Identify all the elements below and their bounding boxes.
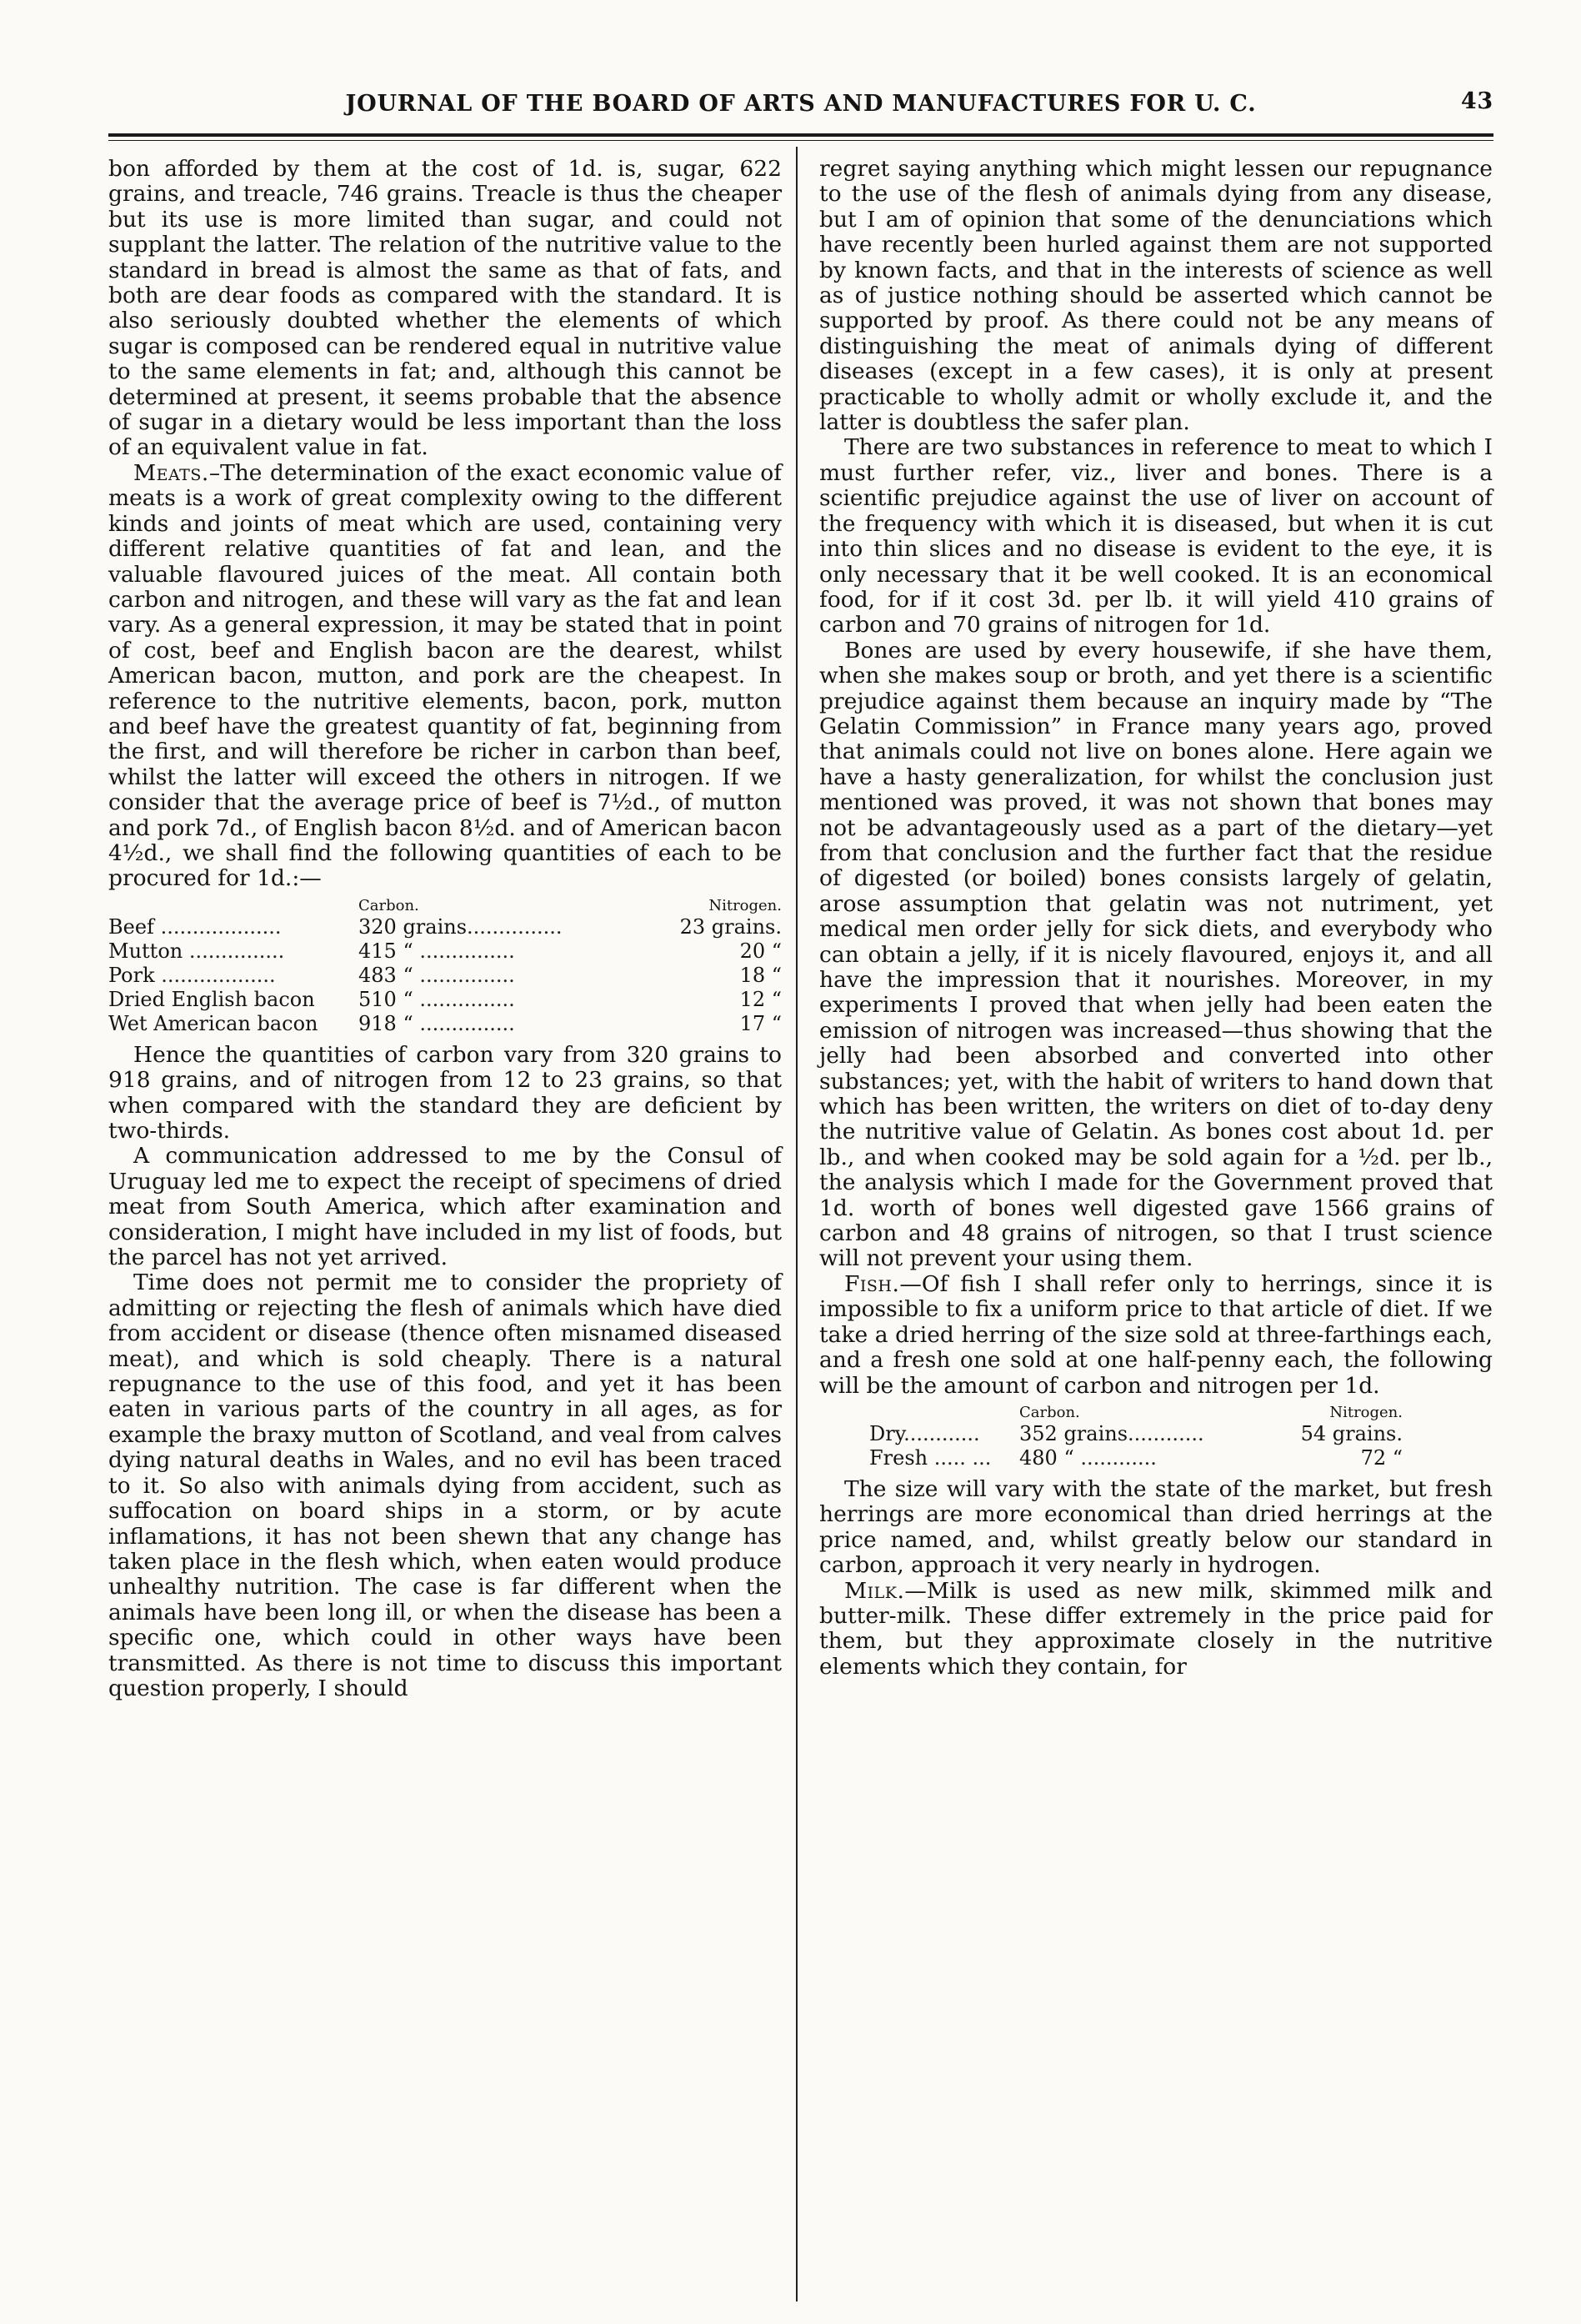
leader-dots: ............... <box>467 914 563 939</box>
left-column <box>108 157 782 1701</box>
carbon-value: 480 “ <box>1019 1445 1074 1470</box>
table-row <box>108 964 782 988</box>
nitrogen-value: 72 “ <box>1360 1445 1403 1470</box>
food-name: Mutton <box>108 939 183 963</box>
leader-dots: ............... <box>413 1011 515 1035</box>
food-name: Pork <box>108 963 155 987</box>
leader-dots: ..... ... <box>928 1445 992 1470</box>
carbon-value: 483 “ <box>358 963 413 987</box>
nitrogen-value: 12 “ <box>739 987 782 1011</box>
running-header <box>108 82 1493 125</box>
section-heading-milk: Milk. <box>844 1577 905 1604</box>
carbon-value: 352 grains <box>1019 1421 1128 1445</box>
table-row <box>108 939 782 964</box>
paragraph: A communication addressed to me by the Consul of Uruguay led me to expect the receipt of specimens of dried meat from South America, which after examination and consideration, I might have included in my list of foods, but the parcel has not yet arrived. <box>108 1143 782 1271</box>
leader-dots: .................. <box>154 963 276 987</box>
milk-paragraph <box>819 1579 1493 1680</box>
table-header-row <box>869 1404 1403 1422</box>
paragraph: regret saying anything which might lessen our repugnance to the use of the flesh of animals dying from any disease, but I am of opinion that some of the denunciations which have recently been hurled against them are not supported by known facts, and that in the interests of science as well as of justice nothing should be asserted which cannot be supported by proof. As there could not be any means of distinguishing the meat of animals dying of different diseases (except in a few cases), it is only at present practicable to wholly admit or wholly exclude it, and the latter is doubtless the safer plan. <box>819 156 1493 436</box>
nitrogen-value: 18 “ <box>739 963 782 987</box>
meat-nutrient-table <box>108 897 782 1036</box>
food-name: Dry <box>869 1421 904 1445</box>
food-name: Dried English bacon <box>108 987 315 1011</box>
header-rule-thick <box>108 133 1493 137</box>
table-header-row <box>108 897 782 915</box>
food-name: Wet American bacon <box>108 1011 318 1035</box>
carbon-value: 918 “ <box>358 1011 413 1035</box>
table-row <box>869 1446 1403 1470</box>
column-divider <box>796 147 798 2301</box>
fish-text: —Of fish I shall refer only to herrings, since it is impossible to fix a uniform price to that article of diet. If we take a dried herring of the size sold at three-farthings each, and a fresh one sold at one half-penny each, the following will be the amount of carbon and nitrogen per 1d. <box>819 1270 1493 1399</box>
paragraph: Time does not permit me to consider the propriety of admitting or rejecting the flesh of animals which have died from accident or disease (thence often misnamed diseased meat), and which is sold cheaply. There is a natural repugnance to the use of this food, and yet it has been eaten in various parts of the country in all ages, as for example the braxy mutton of Scotland, and veal from calves dying natural deaths in Wales, and no evil has been traced to it. So also with animals dying from accident, such as suffocation on board ships in a storm, or by acute inflamations, it has not been shewn that any change has taken place in the flesh which, when eaten would produce unhealthy nutrition. The case is far different when the animals have been long ill, or when the disease has been a specific one, which could in other ways have been transmitted. As there is not time to discuss this important question properly, I should <box>108 1270 782 1701</box>
right-column <box>819 157 1493 1680</box>
carbon-value: 320 grains <box>358 914 468 939</box>
paragraph: Bones are used by every housewife, if she have them, when she makes soup or broth, and yet there is a scientific prejudice against them because an inquiry made by “The Gelatin Commission” in France many years ago, proved that animals could not live on bones alone. Here again we have a hasty generalization, for whilst the conclusion just mentioned was proved, it was not shown that bones may not be advantageously used as a part of the dietary—yet from that conclusion and the further fact that the residue of digested (or boiled) bones consists largely of gelatin, arose assumption that gelatin was not nutriment, yet medical men order jelly for sick diets, and everybody who can obtain a jelly, if it is nicely flavoured, enjoys it, and all have the impression that it nourishes. Moreover, in my experiments I proved that when jelly had been eaten the emission of nitrogen was increased—thus showing that the jelly had been absorbed and converted into other substances; yet, with the habit of writers to hand down that which has been written, the writers on diet of to-day deny the nutritive value of Gelatin. As bones cost about 1d. per lb., and when cooked may be sold again for a ½d. per lb., the analysis which I made for the Government proved that 1d. worth of bones well digested gave 1566 grains of carbon and 48 grains of nitrogen, so that I trust science will not prevent your using them. <box>819 637 1493 1272</box>
paragraph: The size will vary with the state of the market, but fresh herrings are more economical than dried herrings at the price named, and, whilst greatly below our standard in carbon, approach it very nearly in hydrogen. <box>819 1475 1493 1579</box>
column-header-nitrogen: Nitrogen. <box>1329 1403 1403 1421</box>
milk-text: —Milk is used as new milk, skimmed milk and butter-milk. These differ extremely in the price paid for them, but they approximate closely in the nutritive elements which they contain, for <box>819 1577 1493 1680</box>
leader-dots: ............... <box>183 939 285 963</box>
paragraph: There are two substances in reference to meat to which I must further refer, viz., liver and bones. There is a scientific prejudice against the use of liver on account of the frequency with which it is diseased, but when it is cut into thin slices and no disease is evident to the eye, it is only necessary that it be well cooked. It is an economical food, for if it cost 3d. per lb. it will yield 410 grains of carbon and 70 grains of nitrogen for 1d. <box>819 434 1493 639</box>
nitrogen-value: 23 grains. <box>679 914 782 939</box>
table-row <box>108 1012 782 1036</box>
section-heading-fish: Fish. <box>844 1270 900 1297</box>
page-number: 43 <box>1460 88 1493 114</box>
paragraph: bon afforded by them at the cost of 1d. is, sugar, 622 grains, and treacle, 746 grains. Treacle is thus the cheaper but its use is more limited than sugar, and could not supplant the latter. The relation of the nutritive value to the standard in bread is almost the same as that of fats, and both are dear foods as compared with the standard. It is also seriously doubted whether the elements of which sugar is composed can be rendered equal in nutritive value to the same elements in fat; and, although this cannot be determined at present, it seems probable that the absence of sugar in a dietary would be less important than the loss of an equivalent value in fat. <box>108 156 782 461</box>
paragraph: Hence the quantities of carbon vary from 320 grains to 918 grains, and of nitrogen from 12 to 23 grains, so that when compared with the standard they are deficient by two-thirds. <box>108 1041 782 1144</box>
leader-dots: ............ <box>1128 1421 1204 1445</box>
header-rule-thin <box>108 140 1493 141</box>
carbon-value: 415 “ <box>358 939 413 963</box>
nitrogen-value: 54 grains. <box>1300 1421 1403 1445</box>
leader-dots: ............... <box>413 987 515 1011</box>
leader-dots: ............... <box>413 939 515 963</box>
fish-paragraph <box>819 1272 1493 1399</box>
meats-text: –The determination of the exact economic value of meats is a work of great complexity owing to the different kinds and joints of meat which are used, containing very different relative quantities of fat and lean, and the valuable flavoured juices of the meat. All contain both carbon and nitrogen, and these will vary as the fat and lean vary. As a general expression, it may be stated that in point of cost, beef and English bacon are the dearest, whilst American bacon, mutton, and pork are the cheapest. In reference to the nutritive elements, bacon, pork, mutton and beef have the greatest quantity of fat, beginning from the first, and will therefore be richer in carbon than beef, whilst the latter will exceed the others in nitrogen. If we consider that the average price of beef is 7½d., of mutton and pork 7d., of English bacon 8½d. and of American bacon 4½d., we shall find the following quantities of each to be procured for 1d.:— <box>108 459 782 892</box>
nitrogen-value: 20 “ <box>739 939 782 963</box>
herring-nutrient-table <box>869 1404 1403 1470</box>
column-header-nitrogen: Nitrogen. <box>708 896 782 914</box>
leader-dots: ............ <box>903 1421 980 1445</box>
table-row <box>869 1422 1403 1446</box>
meats-paragraph <box>108 461 782 892</box>
column-header-carbon: Carbon. <box>358 896 419 914</box>
table-row <box>108 988 782 1012</box>
carbon-value: 510 “ <box>358 987 413 1011</box>
leader-dots: ............... <box>413 963 515 987</box>
food-name: Beef <box>108 914 154 939</box>
food-name: Fresh <box>869 1445 928 1470</box>
leader-dots: ............ <box>1073 1445 1157 1470</box>
table-row <box>108 915 782 939</box>
journal-title: JOURNAL OF THE BOARD OF ARTS AND MANUFACTURES FOR U. C. <box>345 90 1257 117</box>
nitrogen-value: 17 “ <box>739 1011 782 1035</box>
section-heading-meats: Meats. <box>133 459 209 486</box>
leader-dots: ................... <box>153 914 282 939</box>
column-header-carbon: Carbon. <box>1019 1403 1080 1421</box>
